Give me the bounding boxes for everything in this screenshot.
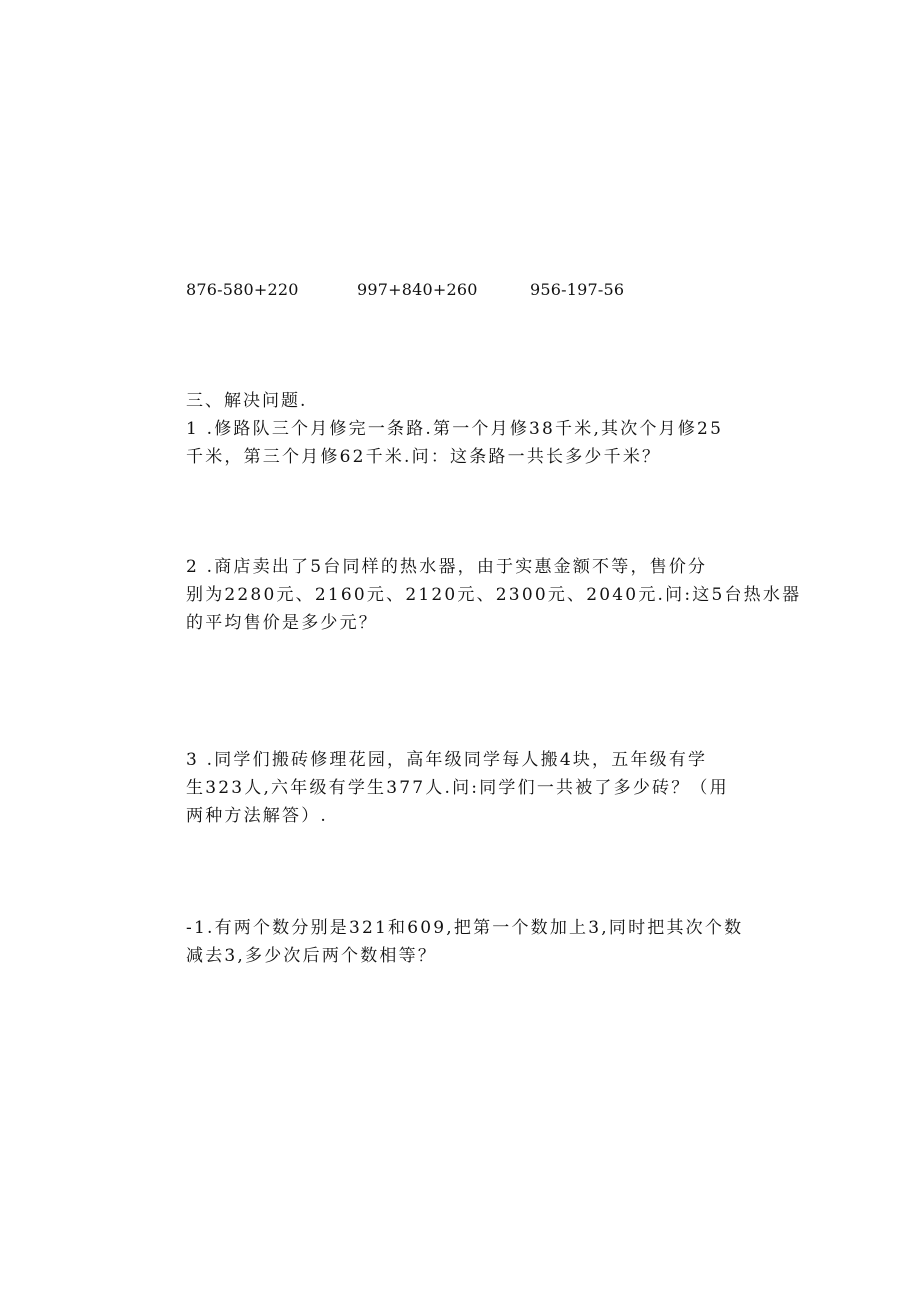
problem-3-line-3: 两种方法解答）.	[186, 806, 329, 826]
problem-3-line-2: 生323人,六年级有学生377人.问:同学们一共被了多少砖？（用	[186, 778, 729, 798]
problem-4-line-1: -1.有两个数分别是321和609,把第一个数加上3,同时把其次个数	[186, 918, 744, 938]
problem-2	[186, 553, 802, 637]
problem-2-line-1: 2 .商店卖出了5台同样的热水器，由于实惠金额不等，售价分	[186, 557, 708, 577]
problem-1-line-1: 1 .修路队三个月修完一条路.第一个月修38千米,其次个月修25	[186, 419, 724, 439]
problem-2-line-3: 的平均售价是多少元？	[186, 613, 378, 633]
problem-3-line-1: 3 .同学们搬砖修理花园，高年级同学每人搬4块，五年级有学	[186, 750, 708, 770]
problem-2-line-2: 别为2280元、2160元、2120元、2300元、2040元.问:这5台热水器	[186, 585, 802, 605]
problem-3	[186, 746, 746, 830]
section-title: 三、解决问题.	[186, 391, 308, 411]
problem-1	[186, 415, 746, 471]
calculation-exercises	[186, 280, 746, 304]
expression-1: 876-580+220	[186, 280, 299, 299]
expression-2: 997+840+260	[357, 280, 478, 299]
expression-3: 956-197-56	[530, 280, 625, 299]
problem-4-line-2: 减去3,多少次后两个数相等？	[186, 946, 438, 966]
problem-1-line-2: 千米，第三个月修62千米.问：这条路一共长多少千米？	[186, 447, 662, 467]
problem-4	[186, 914, 746, 970]
